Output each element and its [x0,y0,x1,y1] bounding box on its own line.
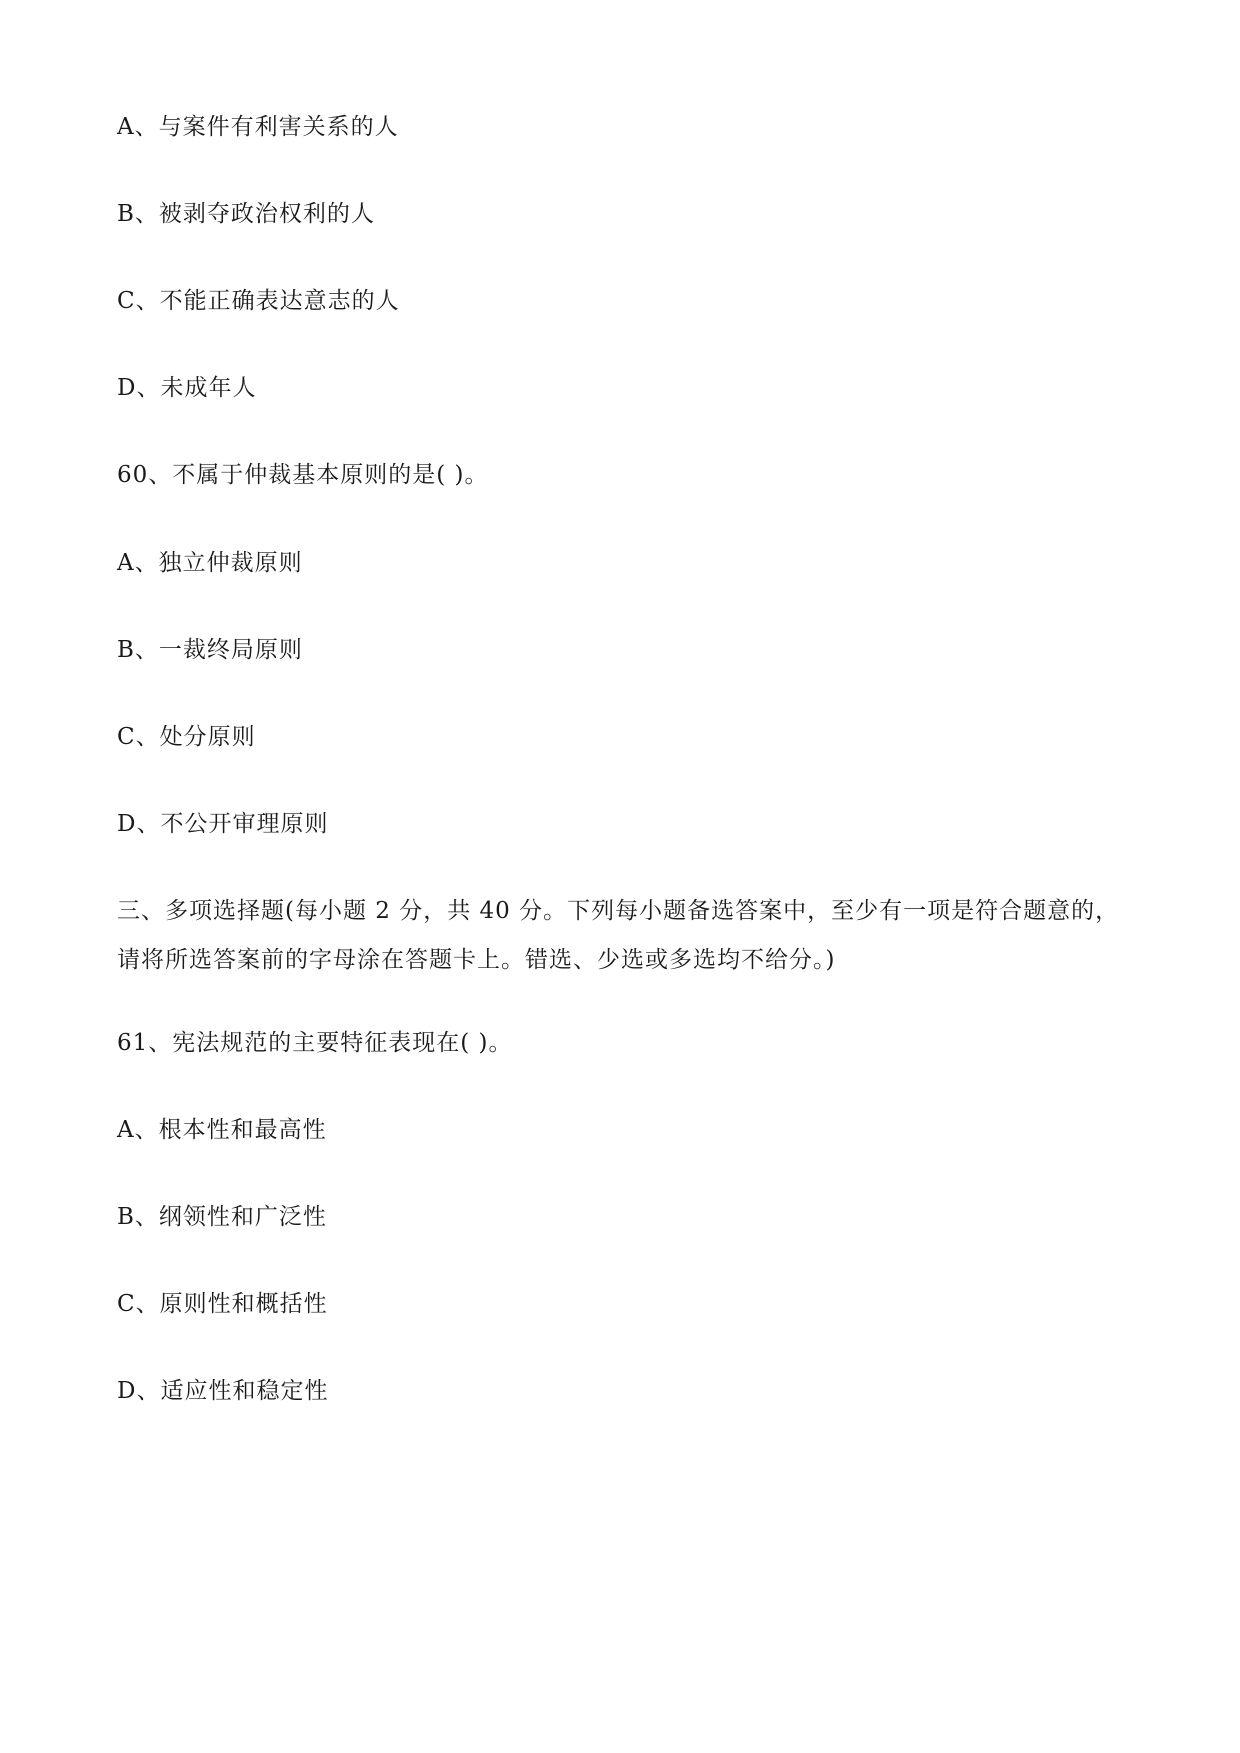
option-c-q61: C、原则性和概括性 [117,1291,328,1317]
option-a-q60: A、独立仲裁原则 [117,550,303,576]
option-a-q59: A、与案件有利害关系的人 [117,114,399,140]
option-d-q60: D、不公开审理原则 [117,811,329,837]
option-c-q60: C、处分原则 [117,724,256,750]
option-d-q61: D、适应性和稳定性 [117,1378,329,1404]
section-3-instructions-line2: 请将所选答案前的字母涂在答题卡上。错选、少选或多选均不给分。) [117,947,836,973]
section-3-instructions-line1: 三、多项选择题(每小题 2 分，共 40 分。下列每小题备选答案中，至少有一项是符合题意的， [117,898,1120,924]
option-b-q59: B、被剥夺政治权利的人 [117,201,375,227]
option-b-q60: B、一裁终局原则 [117,637,303,663]
option-c-q59: C、不能正确表达意志的人 [117,288,400,314]
question-60-stem: 60、不属于仲裁基本原则的是( )。 [117,462,489,488]
option-a-q61: A、根本性和最高性 [117,1117,327,1143]
section-3-instructions [117,887,1127,985]
option-d-q59: D、未成年人 [117,375,257,401]
question-61-stem: 61、宪法规范的主要特征表现在( )。 [117,1030,513,1056]
option-b-q61: B、纲领性和广泛性 [117,1204,327,1230]
